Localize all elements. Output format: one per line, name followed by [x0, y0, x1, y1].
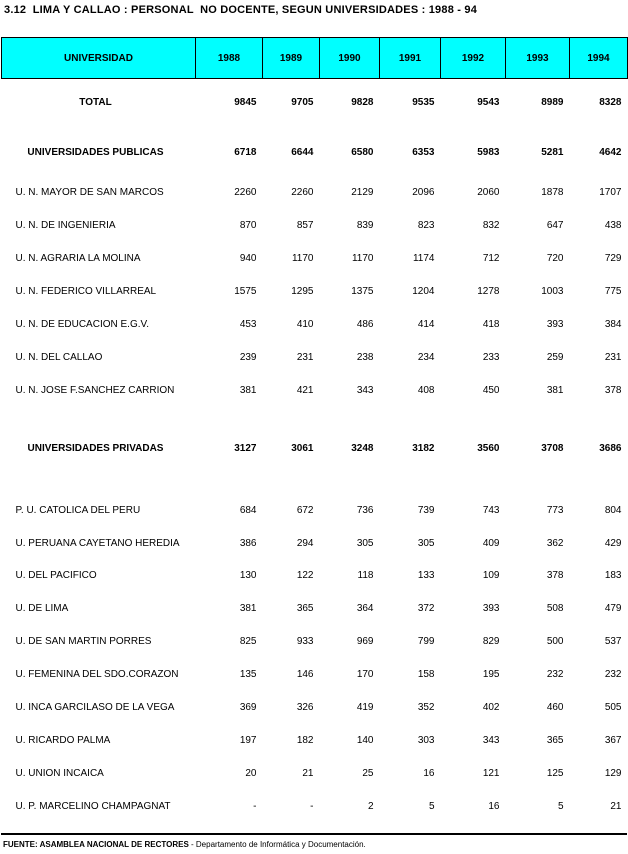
column-header-universidad: UNIVERSIDAD [2, 38, 196, 79]
cell-value: 2096 [412, 187, 435, 199]
cell-value: 365 [546, 734, 564, 746]
cell-value: 402 [482, 702, 500, 714]
cell-value: 1295 [291, 286, 314, 298]
university-name: U. DE SAN MARTIN PORRES [15, 636, 152, 648]
cell-value: 8989 [541, 97, 564, 109]
cell-value: 393 [546, 319, 564, 330]
cell-value: 343 [482, 734, 500, 746]
column-header-year: 1991 [380, 38, 441, 79]
cell-value: 9705 [291, 97, 314, 109]
cell-value: 739 [417, 504, 435, 516]
cell-value: 21 [610, 800, 622, 812]
table-row [2, 209, 628, 242]
table-row [2, 308, 628, 341]
cell-value: 135 [239, 669, 257, 681]
cell-value: 352 [417, 702, 435, 714]
source-label: FUENTE: ASAMBLEA NACIONAL DE RECTORES [3, 840, 189, 849]
cell-value: 409 [482, 537, 500, 549]
cell-value: 367 [604, 734, 622, 746]
university-name: U. FEMENINA DEL SDO.CORAZON [15, 669, 179, 681]
cell-value: 129 [604, 767, 622, 779]
cell-value: 486 [356, 319, 374, 330]
cell-value: 537 [604, 636, 622, 648]
cell-value: 3560 [477, 443, 500, 455]
cell-value: 3061 [291, 443, 314, 455]
cell-value: 720 [546, 253, 564, 265]
cell-value: 20 [245, 767, 257, 779]
cell-value: 109 [482, 570, 500, 582]
cell-value: 1174 [412, 253, 435, 265]
university-name: U. DEL PACIFICO [15, 570, 97, 582]
table-row [2, 592, 628, 625]
cell-value: 823 [417, 220, 435, 232]
column-header-year: 1989 [263, 38, 320, 79]
cell-value: 122 [296, 570, 314, 582]
cell-value: 870 [239, 220, 257, 232]
cell-value: 16 [488, 800, 500, 812]
cell-value: 239 [239, 351, 257, 363]
cell-value: 2260 [234, 187, 257, 199]
cell-value: 6644 [291, 147, 314, 158]
university-name: U. N. JOSE F.SANCHEZ CARRION [15, 384, 175, 396]
cell-value: 183 [604, 570, 622, 582]
cell-value: 9543 [477, 97, 500, 109]
cell-value: 364 [356, 603, 374, 615]
cell-value: 386 [239, 537, 257, 549]
cell-value: 6580 [351, 147, 374, 158]
university-name: U. N. DEL CALLAO [15, 351, 103, 363]
cell-value: 1003 [541, 286, 564, 298]
cell-value: 170 [356, 669, 374, 681]
cell-value: 969 [356, 636, 374, 648]
cell-value: 231 [604, 351, 622, 363]
cell-value: 773 [546, 504, 564, 516]
table-row [2, 374, 628, 407]
cell-value: 234 [417, 351, 435, 363]
university-name: U. N. DE INGENIERIA [15, 220, 116, 232]
table-row [2, 757, 628, 790]
subtotal-row-privadas [2, 427, 628, 471]
cell-value: 438 [604, 220, 622, 232]
cell-value: 1170 [291, 253, 314, 265]
cell-value: 839 [356, 220, 374, 232]
cell-value: 933 [296, 636, 314, 648]
cell-value: - [253, 800, 257, 812]
university-name: U. N. AGRARIA LA MOLINA [15, 253, 141, 265]
cell-value: 9845 [234, 97, 257, 109]
cell-value: 21 [302, 767, 314, 779]
cell-value: 158 [417, 669, 435, 681]
cell-value: 381 [546, 384, 564, 396]
cell-value: 736 [356, 504, 374, 516]
table-row [2, 625, 628, 658]
university-name: U. UNION INCAICA [15, 767, 104, 779]
cell-value: 9535 [412, 97, 435, 109]
cell-value: 233 [482, 351, 500, 363]
cell-value: 238 [356, 351, 374, 363]
table-row [2, 275, 628, 308]
cell-value: 743 [482, 504, 500, 516]
page-title: 3.12 LIMA Y CALLAO : PERSONAL NO DOCENTE, SEGUN UNIVERSIDADES : 1988 - 94 [4, 4, 478, 16]
cell-value: 125 [546, 767, 564, 779]
cell-value: 381 [239, 384, 257, 396]
table-row [2, 341, 628, 374]
cell-value: 940 [239, 253, 257, 265]
cell-value: 9828 [351, 97, 374, 109]
cell-value: 832 [482, 220, 500, 232]
cell-value: 232 [546, 669, 564, 681]
table-row [2, 790, 628, 823]
cell-value: 460 [546, 702, 564, 714]
cell-value: 3182 [412, 443, 435, 455]
cell-value: 16 [423, 767, 435, 779]
cell-value: 5 [557, 800, 564, 812]
cell-value: 829 [482, 636, 500, 648]
table-row [2, 527, 628, 560]
cell-value: 130 [239, 570, 257, 582]
cell-value: 1707 [599, 187, 622, 199]
cell-value: 453 [239, 319, 257, 330]
cell-value: 182 [296, 734, 314, 746]
cell-value: 8328 [599, 97, 622, 109]
subtotal-row-publicas [2, 133, 628, 173]
cell-value: 362 [546, 537, 564, 549]
cell-value: 232 [604, 669, 622, 681]
cell-value: 5281 [541, 147, 564, 158]
cell-value: 825 [239, 636, 257, 648]
column-header-year: 1990 [320, 38, 380, 79]
cell-value: 5 [428, 800, 435, 812]
university-name: U. N. MAYOR DE SAN MARCOS [15, 187, 164, 199]
cell-value: 303 [417, 734, 435, 746]
cell-value: 508 [546, 603, 564, 615]
cell-value: 1170 [351, 253, 374, 265]
table-row [2, 691, 628, 724]
cell-value: 378 [546, 570, 564, 582]
cell-value: 343 [356, 384, 374, 396]
header-row [2, 38, 628, 79]
cell-value: 259 [546, 351, 564, 363]
cell-value: 133 [417, 570, 435, 582]
cell-value: 1878 [541, 187, 564, 199]
cell-value: 684 [239, 504, 257, 516]
cell-value: 2260 [291, 187, 314, 199]
cell-value: 305 [417, 537, 435, 549]
university-name: U. N. FEDERICO VILLARREAL [15, 286, 157, 298]
total-row [2, 79, 628, 127]
cell-value: 647 [546, 220, 564, 232]
cell-value: 195 [482, 669, 500, 681]
table-row [2, 494, 628, 527]
cell-value: 2 [367, 800, 374, 812]
cell-value: 729 [604, 253, 622, 265]
cell-value: 378 [604, 384, 622, 396]
column-header-year: 1993 [506, 38, 570, 79]
cell-value: 326 [296, 702, 314, 714]
footer-divider [1, 833, 627, 835]
university-name: U. INCA GARCILASO DE LA VEGA [15, 702, 175, 714]
column-header-year: 1994 [570, 38, 628, 79]
cell-value: 1204 [412, 286, 435, 298]
cell-value: 305 [356, 537, 374, 549]
table-row [2, 242, 628, 275]
cell-value: 1278 [477, 286, 500, 298]
cell-value: 799 [417, 636, 435, 648]
cell-value: 3708 [541, 443, 564, 455]
cell-value: 479 [604, 603, 622, 615]
cell-value: 5983 [477, 147, 500, 158]
cell-value: 414 [417, 319, 435, 330]
cell-value: 857 [296, 220, 314, 232]
university-name: U. PERUANA CAYETANO HEREDIA [15, 537, 180, 549]
cell-value: 118 [357, 570, 374, 582]
cell-value: 1575 [234, 286, 257, 298]
cell-value: 2129 [351, 187, 374, 199]
cell-value: 25 [362, 767, 374, 779]
row-label: TOTAL [79, 97, 112, 109]
cell-value: 775 [604, 286, 622, 298]
cell-value: 804 [604, 504, 622, 516]
cell-value: 365 [296, 603, 314, 615]
cell-value: 500 [546, 636, 564, 648]
cell-value: 197 [239, 734, 257, 746]
cell-value: 369 [239, 702, 257, 714]
cell-value: 2060 [477, 187, 500, 199]
column-header-year: 1988 [196, 38, 263, 79]
cell-value: 712 [482, 253, 500, 265]
cell-value: 429 [604, 537, 622, 549]
column-header-year: 1992 [441, 38, 506, 79]
cell-value: 294 [296, 537, 314, 549]
table-row [2, 560, 628, 593]
cell-value: 450 [482, 384, 500, 396]
cell-value: 672 [296, 504, 314, 516]
cell-value: 6353 [412, 147, 435, 158]
cell-value: 146 [296, 669, 314, 681]
cell-value: 408 [417, 384, 435, 396]
university-name: U. RICARDO PALMA [15, 734, 111, 746]
source-department: - Departamento de Informática y Documentación. [188, 840, 366, 849]
row-label: UNIVERSIDADES PRIVADAS [27, 443, 164, 455]
university-name: P. U. CATOLICA DEL PERU [15, 504, 141, 516]
university-name: U. P. MARCELINO CHAMPAGNAT [15, 800, 171, 812]
table-row [2, 658, 628, 691]
cell-value: 121 [482, 767, 500, 779]
cell-value: 421 [296, 384, 314, 396]
cell-value: 3686 [599, 443, 622, 455]
cell-value: 140 [356, 734, 374, 746]
cell-value: 4642 [599, 147, 622, 158]
university-name: U. DE LIMA [15, 603, 69, 615]
cell-value: 3248 [351, 443, 374, 455]
source-note [3, 840, 366, 849]
university-name: U. N. DE EDUCACION E.G.V. [15, 319, 150, 330]
cell-value: 393 [482, 603, 500, 615]
cell-value: 419 [356, 702, 374, 714]
cell-value: - [310, 800, 314, 812]
cell-value: 384 [604, 319, 622, 330]
table-row [2, 177, 628, 210]
cell-value: 418 [482, 319, 500, 330]
personnel-table [1, 37, 628, 823]
cell-value: 381 [239, 603, 257, 615]
cell-value: 505 [604, 702, 622, 714]
cell-value: 410 [296, 319, 314, 330]
cell-value: 1375 [351, 286, 374, 298]
cell-value: 6718 [234, 147, 257, 158]
row-label: UNIVERSIDADES PUBLICAS [27, 147, 164, 158]
cell-value: 231 [296, 351, 314, 363]
table-row [2, 724, 628, 757]
cell-value: 372 [417, 603, 435, 615]
table-body [2, 79, 628, 823]
cell-value: 3127 [234, 443, 257, 455]
